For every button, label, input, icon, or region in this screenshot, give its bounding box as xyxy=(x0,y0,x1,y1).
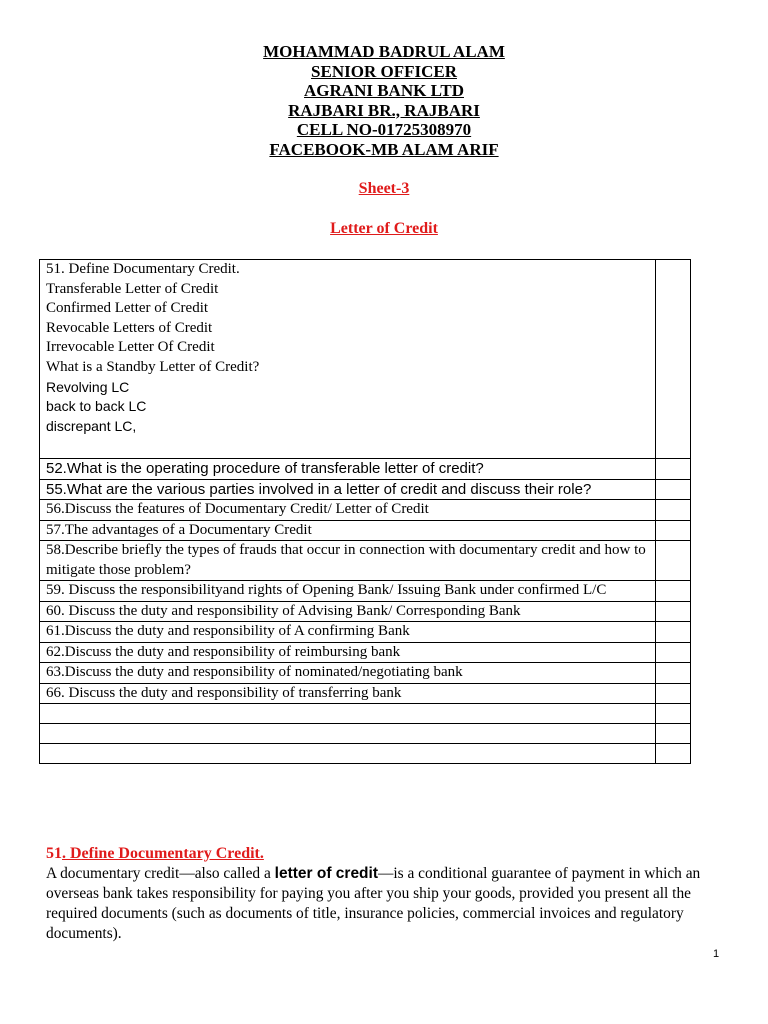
question-57: 57.The advantages of a Documentary Credit xyxy=(40,520,656,541)
table-row xyxy=(40,683,691,704)
table-row xyxy=(40,260,691,459)
answer-bold-term: letter of credit xyxy=(274,865,378,882)
answer-text-2: —is a conditional guarantee of payment in which an overseas bank takes responsibility for paying you after you ship your goods, provided you present all the required documents (such as documents of title, insurance policies, commercial invoices and regulatory documents). xyxy=(46,865,701,942)
table-row xyxy=(40,663,691,684)
author-header xyxy=(0,42,768,159)
question-table xyxy=(39,259,691,764)
question-back-to-back: back to back LC xyxy=(46,398,147,415)
mark-cell xyxy=(656,704,691,724)
mark-cell xyxy=(656,744,691,764)
mark-cell xyxy=(656,683,691,704)
question-confirmed: Confirmed Letter of Credit xyxy=(46,300,209,317)
question-55: 55.What are the various parties involved in a letter of credit and discuss their role? xyxy=(40,479,656,500)
author-name: MOHAMMAD BADRUL ALAM xyxy=(263,42,505,61)
question-62: 62.Discuss the duty and responsibility of reimbursing bank xyxy=(40,642,656,663)
author-facebook: FACEBOOK-MB ALAM ARIF xyxy=(269,139,499,159)
answer-number: 51 xyxy=(46,845,62,862)
mark-cell xyxy=(656,479,691,500)
table-row xyxy=(40,642,691,663)
mark-cell xyxy=(656,724,691,744)
table-row xyxy=(40,541,691,581)
table-row xyxy=(40,520,691,541)
mark-cell xyxy=(656,642,691,663)
question-transferable: Transferable Letter of Credit xyxy=(46,280,219,297)
mark-cell xyxy=(656,500,691,521)
table-row xyxy=(40,459,691,480)
table-row xyxy=(40,601,691,622)
question-irrevocable: Irrevocable Letter Of Credit xyxy=(46,339,215,356)
mark-cell xyxy=(656,541,691,581)
question-63: 63.Discuss the duty and responsibility of nominated/negotiating bank xyxy=(40,663,656,684)
page-number: 1 xyxy=(713,948,720,960)
answer-text-1: A documentary credit—also called a xyxy=(46,865,275,882)
mark-cell xyxy=(656,520,691,541)
author-cell: CELL NO-01725308970 xyxy=(296,120,472,139)
mark-cell xyxy=(656,601,691,622)
question-cell xyxy=(40,260,656,459)
question-66: 66. Discuss the duty and responsibility of transferring bank xyxy=(40,683,656,704)
table-row xyxy=(40,581,691,602)
answer-title: Define Documentary Credit. xyxy=(66,845,264,862)
question-revolving: Revolving LC xyxy=(46,378,130,395)
author-bank: AGRANI BANK LTD xyxy=(304,81,464,100)
empty-cell xyxy=(40,704,656,724)
question-61: 61.Discuss the duty and responsibility of A confirming Bank xyxy=(40,622,656,643)
question-59: 59. Discuss the responsibilityand rights of Opening Bank/ Issuing Bank under confirmed L/C xyxy=(40,581,656,602)
mark-cell xyxy=(656,622,691,643)
table-row xyxy=(40,704,691,724)
table-row xyxy=(40,500,691,521)
question-60: 60. Discuss the duty and responsibility of Advising Bank/ Corresponding Bank xyxy=(40,601,656,622)
question-51: 51. Define Documentary Credit. xyxy=(46,261,240,277)
table-row xyxy=(40,479,691,500)
mark-cell xyxy=(656,459,691,480)
section-title: Letter of Credit xyxy=(330,220,438,237)
mark-cell xyxy=(656,663,691,684)
answer-dot: . xyxy=(62,845,66,862)
question-revocable: Revocable Letters of Credit xyxy=(46,319,213,336)
mark-cell xyxy=(656,581,691,602)
question-52: 52.What is the operating procedure of transferable letter of credit? xyxy=(40,459,656,480)
mark-cell xyxy=(656,260,691,459)
table-row xyxy=(40,724,691,744)
question-discrepant: discrepant LC, xyxy=(46,417,137,434)
question-56: 56.Discuss the features of Documentary Credit/ Letter of Credit xyxy=(40,500,656,521)
answer-paragraph xyxy=(46,864,726,944)
empty-cell xyxy=(40,744,656,764)
sheet-title: Sheet-3 xyxy=(358,180,410,197)
author-designation: SENIOR OFFICER xyxy=(311,61,457,81)
answer-heading xyxy=(46,845,264,863)
question-58: 58.Describe briefly the types of frauds that occur in connection with documentary credit and how to mitigate those problem? xyxy=(40,541,656,581)
table-row xyxy=(40,622,691,643)
table-row xyxy=(40,744,691,764)
question-standby: What is a Standby Letter of Credit? xyxy=(46,358,260,375)
empty-cell xyxy=(40,724,656,744)
author-branch: RAJBARI BR., RAJBARI xyxy=(288,100,480,120)
